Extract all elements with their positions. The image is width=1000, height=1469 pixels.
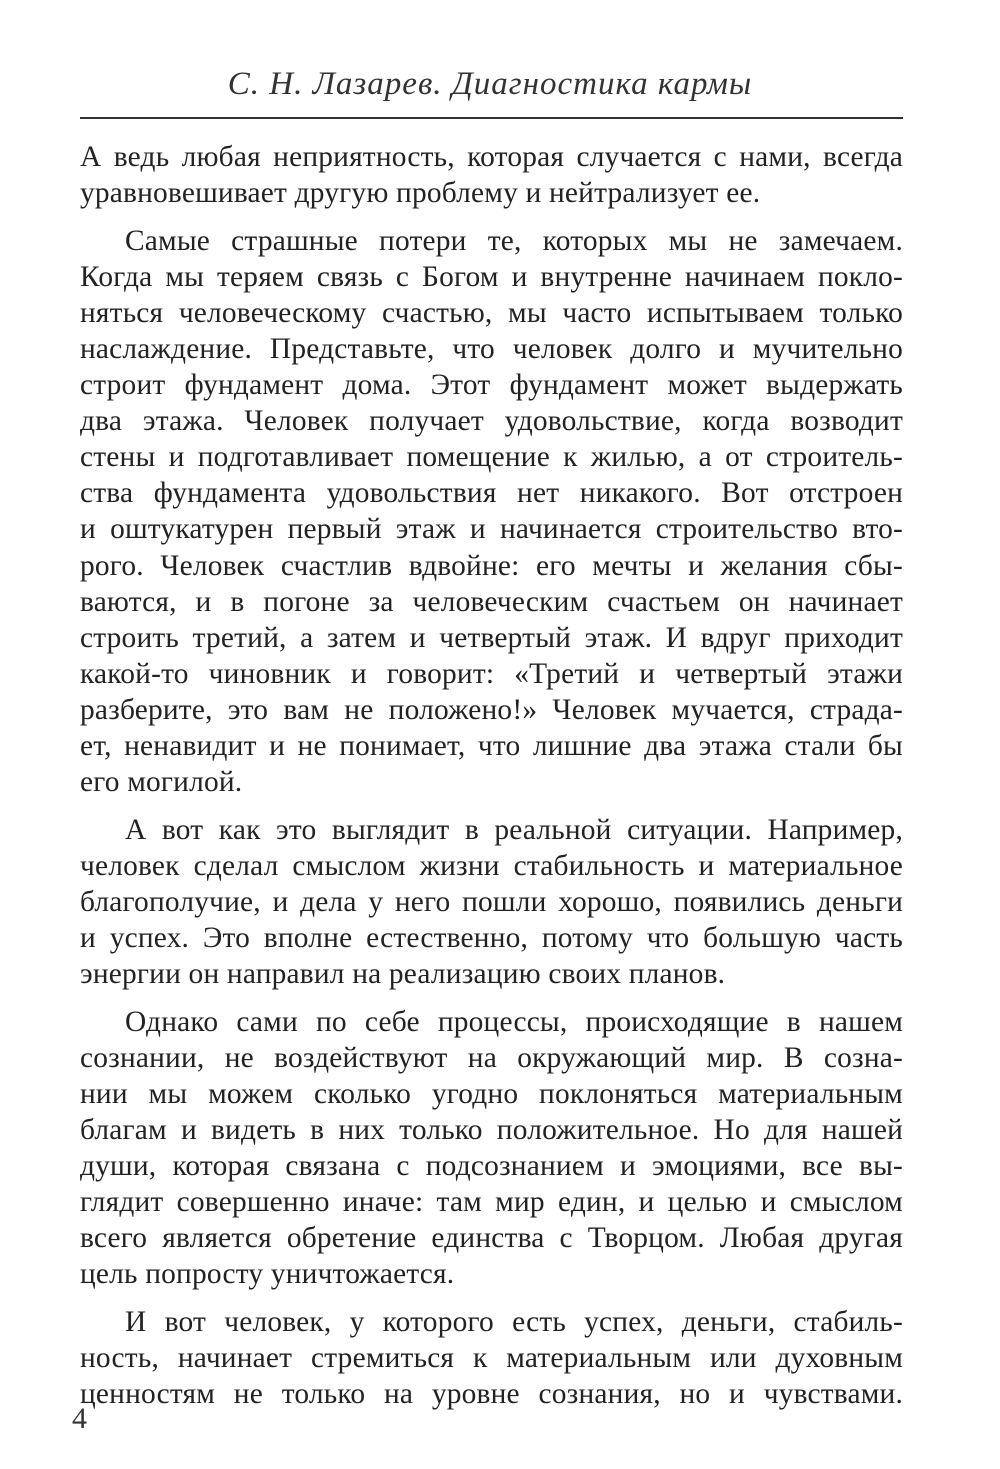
text-line: А вот как это выглядит в реальной ситуации. Например, bbox=[125, 813, 903, 846]
text-line: глядит совершенно иначе: там мир един, и целью и смыслом bbox=[80, 1186, 903, 1219]
paragraph bbox=[80, 1304, 903, 1412]
text-line: благам и видеть в них только положительное. Но для нашей bbox=[80, 1113, 903, 1146]
text-line: всего является обретение единства с Творцом. Любая другая bbox=[80, 1222, 903, 1255]
text-line: нии мы можем сколько угодно поклоняться материальным bbox=[80, 1077, 903, 1110]
paragraph bbox=[80, 139, 903, 211]
text-line: энергии он направил на реализацию своих планов. bbox=[80, 958, 726, 991]
paragraph bbox=[80, 812, 903, 992]
running-header: С. Н. Лазарев. Диагностика кармы bbox=[227, 66, 753, 102]
body-text bbox=[80, 139, 903, 1412]
text-line: рого. Человек счастлив вдвойне: его мечты и желания сбы- bbox=[80, 549, 903, 582]
paragraph-gap bbox=[80, 211, 903, 223]
page-number: 4 bbox=[72, 1402, 87, 1435]
paragraph bbox=[80, 1004, 903, 1293]
text-line: строит фундамент дома. Этот фундамент может выдержать bbox=[80, 369, 903, 402]
text-line: Самые страшные потери те, которых мы не замечаем. bbox=[125, 224, 903, 257]
text-line: два этажа. Человек получает удовольствие, когда возводит bbox=[80, 405, 903, 438]
text-line: няться человеческому счастью, мы часто испытываем только bbox=[80, 296, 903, 329]
text-line: Когда мы теряем связь с Богом и внутренне начинаем покло- bbox=[80, 260, 903, 293]
text-line: ваются, и в погоне за человеческим счастьем он начинает bbox=[80, 585, 903, 618]
text-line: уравновешивает другую проблему и нейтрализует ее. bbox=[80, 177, 761, 210]
text-line: стены и подготавливает помещение к жилью, а от строитель- bbox=[80, 441, 903, 474]
text-line: какой-то чиновник и говорит: «Третий и четвертый этажи bbox=[80, 657, 903, 690]
paragraph-gap bbox=[80, 800, 903, 812]
text-line: строить третий, а затем и четвертый этаж. И вдруг приходит bbox=[80, 621, 903, 654]
text-line: и успех. Это вполне естественно, потому что большую часть bbox=[80, 921, 903, 954]
text-line: А ведь любая неприятность, которая случается с нами, всегда bbox=[80, 141, 903, 173]
text-line: сознании, не воздействуют на окружающий мир. В созна- bbox=[80, 1041, 903, 1074]
text-line: ценностям не только на уровне сознания, но и чувствами. bbox=[80, 1378, 903, 1411]
header-rule bbox=[80, 117, 903, 119]
text-line: ет, ненавидит и не понимает, что лишние два этажа стали бы bbox=[80, 730, 903, 762]
text-line: души, которая связана с подсознанием и эмоциями, все вы- bbox=[80, 1150, 903, 1183]
text-line: человек сделал смыслом жизни стабильность и материальное bbox=[80, 849, 903, 882]
text-line: благополучие, и дела у него пошли хорошо, появились деньги bbox=[80, 885, 903, 918]
paragraph bbox=[80, 223, 903, 801]
text-line: Однако сами по себе процессы, происходящие в нашем bbox=[125, 1005, 903, 1038]
text-line: ства фундамента удовольствия нет никакого. Вот отстроен bbox=[80, 477, 903, 510]
text-line: и оштукатурен первый этаж и начинается строительство вто- bbox=[80, 513, 903, 546]
text-line: его могилой. bbox=[80, 766, 243, 799]
text-line: разберите, это вам не положено!» Человек мучается, страда- bbox=[80, 693, 903, 726]
text-line: наслаждение. Представьте, что человек долго и мучительно bbox=[80, 332, 903, 365]
text-line: цель попросту уничтожается. bbox=[80, 1258, 455, 1291]
text-line: И вот человек, у которого есть успех, деньги, стабиль- bbox=[125, 1305, 903, 1338]
paragraph-gap bbox=[80, 1292, 903, 1304]
paragraph-gap bbox=[80, 992, 903, 1004]
text-line: ность, начинает стремиться к материальным или духовным bbox=[80, 1342, 903, 1374]
